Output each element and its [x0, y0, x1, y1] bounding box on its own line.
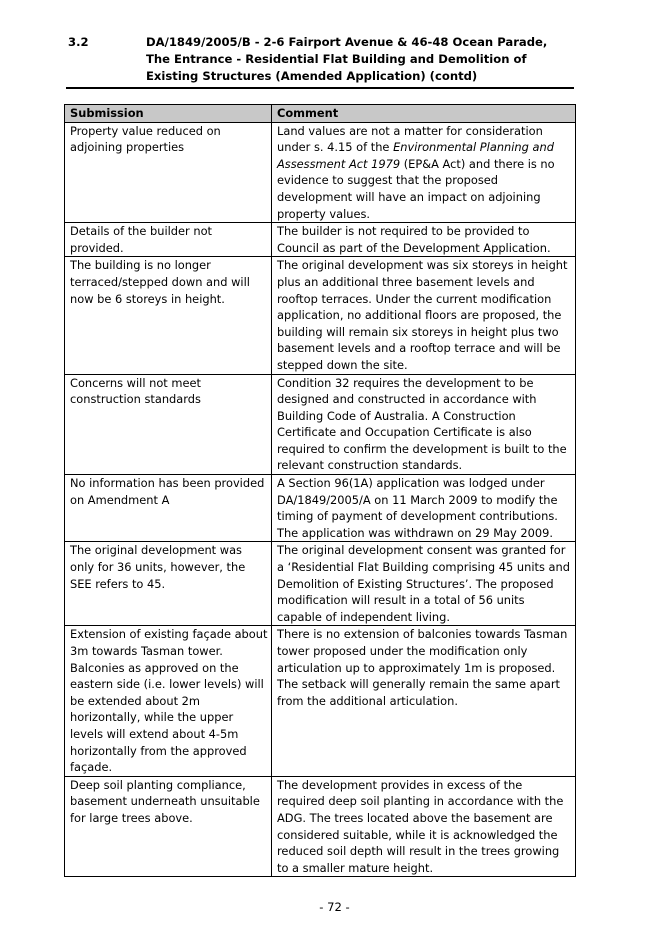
submission-cell: The original development was only for 36 units, however, the SEE refers to 45. — [65, 542, 272, 626]
table-row — [65, 223, 576, 257]
comment-cell: The builder is not required to be provided to Council as part of the Development Application. — [272, 223, 576, 257]
comment-cell: There is no extension of balconies towards Tasman tower proposed under the modification only articulation up to approximately 1m is proposed. The setback will generally remain the same apart from the additional articulation. — [272, 626, 576, 776]
table-header-row — [65, 105, 576, 123]
table-row — [65, 542, 576, 626]
table-row — [65, 475, 576, 542]
comment-cell: The original development was six storeys in height plus an additional three basement levels and rooftop terraces. Under the current modification application, no additional floors are proposed, the building will remain six storeys in height plus two basement levels and a rooftop terrace and will be stepped down the site. — [272, 257, 576, 374]
section-title: DA/1849/2005/B - 2-6 Fairport Avenue & 46-48 Ocean Parade, The Entrance - Residential Flat Building and Demolition of Existing Structures (Amended Application) (contd) — [146, 35, 548, 83]
submission-cell: No information has been provided on Amendment A — [65, 475, 272, 542]
table-row — [65, 122, 576, 223]
submission-cell: Property value reduced on adjoining properties — [65, 122, 272, 223]
submissions-table — [64, 104, 576, 877]
comment-text: Land values are not a matter for consideration under s. 4.15 of the — [277, 123, 543, 155]
comment-cell — [272, 122, 576, 223]
submission-cell: Details of the builder not provided. — [65, 223, 272, 257]
submission-cell: The building is no longer terraced/stepped down and will now be 6 storeys in height. — [65, 257, 272, 374]
act-name: Environmental Planning and Assessment Act 1979 — [277, 140, 554, 171]
section-heading — [68, 34, 574, 85]
comment-cell: The development provides in excess of the required deep soil planting in accordance with the ADG. The trees located above the basement are considered suitable, while it is acknowledged the reduced soil depth will result in the trees growing to a smaller mature height. — [272, 776, 576, 877]
heading-rule — [66, 87, 574, 89]
comment-column-header: Comment — [272, 105, 576, 123]
table-row — [65, 374, 576, 475]
section-number: 3.2 — [68, 35, 89, 49]
submission-cell: Deep soil planting compliance, basement underneath unsuitable for large trees above. — [65, 776, 272, 877]
comment-cell: A Section 96(1A) application was lodged under DA/1849/2005/A on 11 March 2009 to modify the timing of payment of development contributions. The application was withdrawn on 29 May 2009. — [272, 475, 576, 542]
submission-cell: Concerns will not meet construction standards — [65, 374, 272, 475]
submission-cell: Extension of existing façade about 3m towards Tasman tower. Balconies as approved on the eastern side (i.e. lower levels) will be extended about 2m horizontally, while the upper levels will extend about 4-5m horizontally from the approved façade. — [65, 626, 272, 776]
comment-cell: Condition 32 requires the development to be designed and constructed in accordance with Building Code of Australia. A Construction Certificate and Occupation Certificate is also required to confirm the development is built to the relevant construction standards. — [272, 374, 576, 475]
submission-column-header: Submission — [65, 105, 272, 123]
comment-cell: The original development consent was granted for a ‘Residential Flat Building comprising 45 units and Demolition of Existing Structures’. The proposed modification will result in a total of 56 units capable of independent living. — [272, 542, 576, 626]
table-row — [65, 776, 576, 877]
table-row — [65, 626, 576, 776]
page-number: - 72 - — [319, 900, 350, 914]
table-row — [65, 257, 576, 374]
comment-text: (EP&A Act) and there is no evidence to suggest that the proposed development will have an impact on adjoining property values. — [277, 156, 555, 221]
